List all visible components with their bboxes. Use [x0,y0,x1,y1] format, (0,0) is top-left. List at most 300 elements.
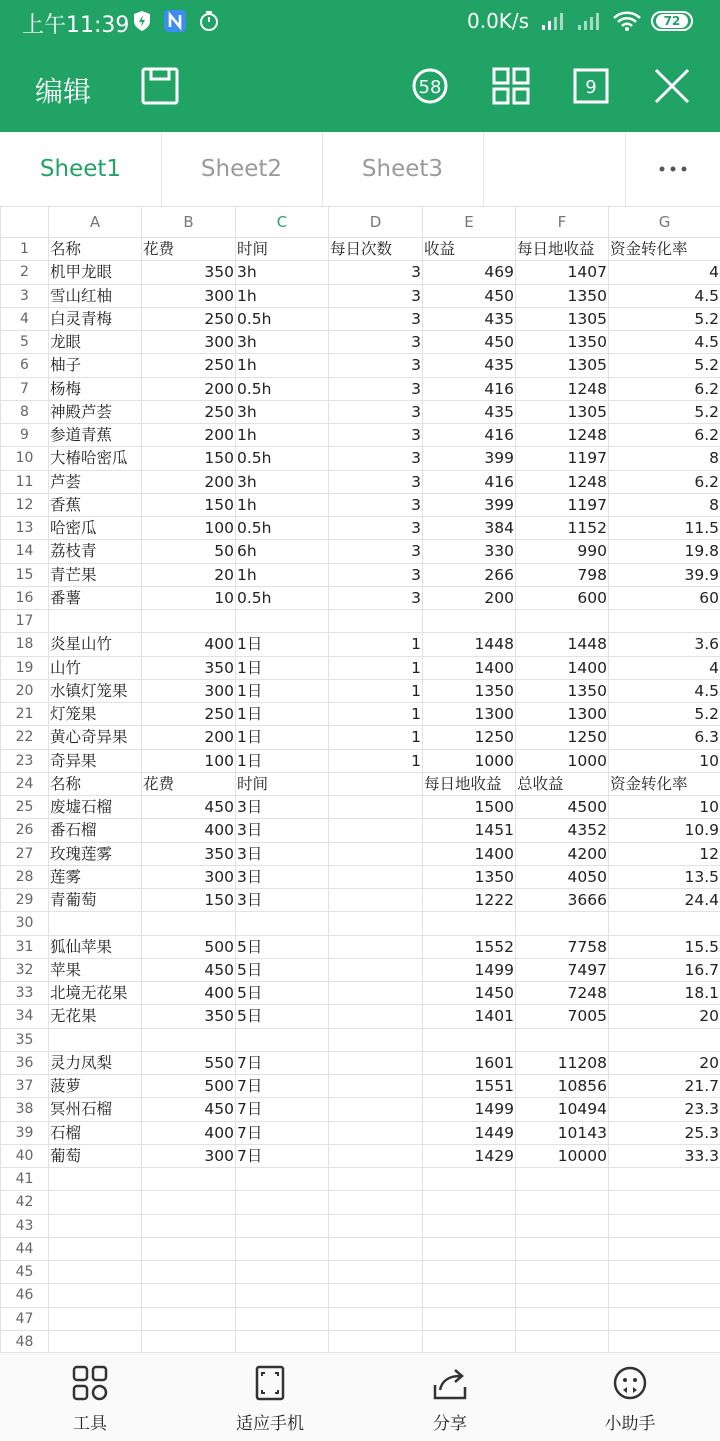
cell[interactable]: 3 [329,284,423,307]
cell[interactable]: 时间 [236,772,329,795]
row-header[interactable]: 24 [1,772,49,795]
row-header[interactable]: 26 [1,819,49,842]
cell[interactable]: 苹果 [49,958,142,981]
grid-icon[interactable] [491,66,531,106]
row-header[interactable]: 44 [1,1237,49,1260]
cell[interactable]: 冥州石榴 [49,1098,142,1121]
cell[interactable]: 灯笼果 [49,703,142,726]
cell[interactable]: 雪山红柚 [49,284,142,307]
cell[interactable]: 龙眼 [49,331,142,354]
cell[interactable]: 废墟石榴 [49,796,142,819]
cell[interactable]: 每日地收益 [423,772,516,795]
cell[interactable]: 416 [423,377,516,400]
cell[interactable]: 7日 [236,1098,329,1121]
cell[interactable]: 384 [423,517,516,540]
cell[interactable]: 3 [329,470,423,493]
cell[interactable] [142,1168,236,1191]
cell[interactable] [142,1307,236,1330]
cell[interactable]: 250 [142,354,236,377]
cell[interactable]: 3 [329,400,423,423]
cell[interactable]: 18.1 [609,982,720,1005]
share-button[interactable] [360,1353,540,1441]
cell[interactable]: 3h [236,400,329,423]
cell[interactable] [423,1168,516,1191]
cell[interactable] [516,1261,609,1284]
cell[interactable]: 1305 [516,354,609,377]
cell[interactable]: 3 [329,354,423,377]
cell[interactable]: 1000 [516,749,609,772]
cell[interactable]: 21.7 [609,1075,720,1098]
cell[interactable] [609,1028,720,1051]
cell[interactable] [329,1214,423,1237]
cell[interactable]: 39.9 [609,563,720,586]
cell[interactable]: 1197 [516,447,609,470]
cell[interactable]: 7005 [516,1005,609,1028]
row-header[interactable]: 25 [1,796,49,819]
cell[interactable]: 150 [142,447,236,470]
cell[interactable]: 100 [142,749,236,772]
cell[interactable]: 399 [423,447,516,470]
cell[interactable] [609,1284,720,1307]
row-header[interactable]: 18 [1,633,49,656]
cell[interactable]: 23.3 [609,1098,720,1121]
cell[interactable]: 1197 [516,493,609,516]
cell[interactable] [329,889,423,912]
cell[interactable]: 500 [142,1075,236,1098]
cell[interactable]: 0.5h [236,307,329,330]
cell[interactable] [142,1028,236,1051]
cell[interactable]: 收益 [423,238,516,261]
cell[interactable]: 番石榴 [49,819,142,842]
row-header[interactable]: 48 [1,1330,49,1352]
cell[interactable] [516,912,609,935]
row-header[interactable]: 36 [1,1051,49,1074]
cell[interactable]: 石榴 [49,1121,142,1144]
row-header[interactable]: 20 [1,679,49,702]
cell[interactable]: 1日 [236,749,329,772]
cell[interactable]: 550 [142,1051,236,1074]
cell[interactable]: 炎星山竹 [49,633,142,656]
cell[interactable]: 5.2 [609,400,720,423]
row-header[interactable]: 10 [1,447,49,470]
cell[interactable]: 7日 [236,1051,329,1074]
cell[interactable] [142,1284,236,1307]
cell[interactable] [329,1075,423,1098]
cell[interactable]: 450 [423,331,516,354]
cell[interactable] [49,1307,142,1330]
cell[interactable]: 1450 [423,982,516,1005]
cell[interactable]: 200 [142,726,236,749]
cell[interactable]: 1407 [516,261,609,284]
cell[interactable]: 25.3 [609,1121,720,1144]
cell[interactable]: 3 [329,307,423,330]
cell[interactable] [329,1307,423,1330]
cell[interactable] [329,1051,423,1074]
cell[interactable]: 1日 [236,656,329,679]
cell[interactable] [516,610,609,633]
cell[interactable]: 435 [423,400,516,423]
cell[interactable]: 60 [609,586,720,609]
cell[interactable]: 1350 [516,331,609,354]
cell[interactable]: 1日 [236,726,329,749]
cell[interactable]: 4200 [516,842,609,865]
cell[interactable]: 13.5 [609,865,720,888]
row-header[interactable]: 22 [1,726,49,749]
cell[interactable] [49,1168,142,1191]
cell[interactable]: 1499 [423,958,516,981]
cell[interactable]: 1400 [423,656,516,679]
cell[interactable]: 330 [423,540,516,563]
tools-button[interactable] [0,1353,180,1441]
cell[interactable] [142,1330,236,1352]
cell[interactable]: 5.2 [609,703,720,726]
cell[interactable] [49,1330,142,1352]
cell[interactable]: 416 [423,424,516,447]
cell[interactable]: 3日 [236,865,329,888]
corner-cell[interactable] [1,207,49,238]
cell[interactable]: 266 [423,563,516,586]
cell[interactable] [423,1237,516,1260]
cell[interactable]: 参道青蕉 [49,424,142,447]
cell[interactable] [423,912,516,935]
cell[interactable] [329,1330,423,1352]
cell[interactable]: 200 [423,586,516,609]
row-header[interactable]: 7 [1,377,49,400]
cell[interactable]: 5日 [236,935,329,958]
badge-58-icon[interactable] [410,66,450,106]
cell[interactable] [236,1191,329,1214]
cell[interactable]: 4500 [516,796,609,819]
cell[interactable] [423,1330,516,1352]
cell[interactable]: 1日 [236,679,329,702]
cell[interactable]: 5.2 [609,307,720,330]
column-header-e[interactable]: E [423,207,516,238]
cell[interactable]: 水镇灯笼果 [49,679,142,702]
row-header[interactable]: 3 [1,284,49,307]
row-header[interactable]: 21 [1,703,49,726]
cell[interactable] [609,610,720,633]
cell[interactable]: 黄心奇异果 [49,726,142,749]
column-header-b[interactable]: B [142,207,236,238]
more-tabs-button[interactable] [625,132,720,206]
cell[interactable]: 350 [142,656,236,679]
cell[interactable] [609,1307,720,1330]
row-header[interactable]: 34 [1,1005,49,1028]
cell[interactable] [49,1214,142,1237]
cell[interactable] [516,1214,609,1237]
row-header[interactable]: 39 [1,1121,49,1144]
column-header-a[interactable]: A [49,207,142,238]
cell[interactable]: 300 [142,331,236,354]
cell[interactable] [329,1144,423,1167]
cell[interactable]: 450 [142,958,236,981]
cell[interactable] [609,1237,720,1260]
cell[interactable] [516,1168,609,1191]
cell[interactable]: 250 [142,307,236,330]
cell[interactable]: 416 [423,470,516,493]
row-header[interactable]: 33 [1,982,49,1005]
cell[interactable]: 3日 [236,842,329,865]
cell[interactable]: 7248 [516,982,609,1005]
cell[interactable]: 1h [236,493,329,516]
cell[interactable]: 6.2 [609,470,720,493]
cell[interactable]: 6.3 [609,726,720,749]
cell[interactable]: 7日 [236,1144,329,1167]
row-header[interactable]: 15 [1,563,49,586]
cell[interactable] [236,1028,329,1051]
cell[interactable]: 3 [329,377,423,400]
cell[interactable]: 12 [609,842,720,865]
cell[interactable] [516,1028,609,1051]
cell[interactable]: 4050 [516,865,609,888]
cell[interactable]: 250 [142,400,236,423]
cell[interactable]: 1248 [516,424,609,447]
cell[interactable]: 番薯 [49,586,142,609]
cell[interactable]: 菠萝 [49,1075,142,1098]
cell[interactable] [236,610,329,633]
cell[interactable] [609,1168,720,1191]
cell[interactable]: 机甲龙眼 [49,261,142,284]
cell[interactable]: 7497 [516,958,609,981]
cell[interactable]: 1 [329,703,423,726]
cell[interactable] [329,912,423,935]
cell[interactable] [423,1284,516,1307]
cell[interactable]: 芦荟 [49,470,142,493]
row-header[interactable]: 9 [1,424,49,447]
cell[interactable]: 4.5 [609,331,720,354]
cell[interactable]: 350 [142,842,236,865]
cell[interactable]: 7日 [236,1075,329,1098]
cell[interactable]: 1448 [516,633,609,656]
cell[interactable] [329,958,423,981]
cell[interactable]: 16.7 [609,958,720,981]
cell[interactable]: 200 [142,377,236,400]
cell[interactable] [329,1191,423,1214]
cell[interactable]: 3日 [236,889,329,912]
column-header-g[interactable]: G [609,207,720,238]
cell[interactable]: 每日次数 [329,238,423,261]
row-header[interactable]: 5 [1,331,49,354]
cell[interactable]: 总收益 [516,772,609,795]
cell[interactable]: 11.5 [609,517,720,540]
cell[interactable]: 大椿哈密瓜 [49,447,142,470]
cell[interactable] [329,982,423,1005]
cell[interactable]: 1449 [423,1121,516,1144]
row-header[interactable]: 35 [1,1028,49,1051]
cell[interactable]: 1000 [423,749,516,772]
cell[interactable]: 1 [329,633,423,656]
cell[interactable]: 400 [142,982,236,1005]
cell[interactable]: 4 [609,261,720,284]
cell[interactable]: 1401 [423,1005,516,1028]
cell[interactable]: 1350 [516,679,609,702]
cell[interactable] [609,912,720,935]
row-header[interactable]: 11 [1,470,49,493]
cell[interactable]: 神殿芦荟 [49,400,142,423]
cell[interactable] [423,1214,516,1237]
cell[interactable]: 资金转化率 [609,772,720,795]
cell[interactable]: 435 [423,354,516,377]
cell[interactable]: 400 [142,633,236,656]
tab-sheet2[interactable]: Sheet2 [161,132,323,206]
cell[interactable]: 6h [236,540,329,563]
cell[interactable]: 5日 [236,982,329,1005]
cell[interactable]: 1305 [516,307,609,330]
cell[interactable] [236,1214,329,1237]
cell[interactable] [142,912,236,935]
cell[interactable] [329,610,423,633]
cell[interactable]: 10.9 [609,819,720,842]
cell[interactable] [423,1261,516,1284]
cell[interactable]: 5日 [236,958,329,981]
cell[interactable] [329,772,423,795]
cell[interactable]: 20 [609,1005,720,1028]
cell[interactable]: 花费 [142,772,236,795]
cell[interactable]: 798 [516,563,609,586]
cell[interactable]: 300 [142,1144,236,1167]
cell[interactable] [142,610,236,633]
cell[interactable]: 400 [142,1121,236,1144]
cell[interactable]: 柚子 [49,354,142,377]
cell[interactable] [609,1261,720,1284]
cell[interactable]: 400 [142,819,236,842]
cell[interactable]: 1日 [236,633,329,656]
cell[interactable]: 11208 [516,1051,609,1074]
cell[interactable]: 1300 [516,703,609,726]
cell[interactable]: 1248 [516,470,609,493]
cell[interactable] [49,610,142,633]
cell[interactable]: 北境无花果 [49,982,142,1005]
cell[interactable]: 7758 [516,935,609,958]
cell[interactable]: 6.2 [609,424,720,447]
cell[interactable]: 10 [142,586,236,609]
cell[interactable]: 1429 [423,1144,516,1167]
cell[interactable]: 1448 [423,633,516,656]
cell[interactable] [329,1005,423,1028]
cell[interactable] [516,1237,609,1260]
cell[interactable] [329,865,423,888]
cell[interactable]: 1250 [516,726,609,749]
cell[interactable]: 469 [423,261,516,284]
cell[interactable] [609,1191,720,1214]
cell[interactable] [49,1284,142,1307]
cell[interactable]: 3 [329,447,423,470]
cell[interactable] [329,1237,423,1260]
cell[interactable]: 350 [142,261,236,284]
fit-screen-button[interactable] [180,1353,360,1441]
cell[interactable]: 3日 [236,796,329,819]
spreadsheet-grid[interactable] [0,206,720,1352]
cell[interactable] [329,796,423,819]
cell[interactable] [423,610,516,633]
cell[interactable] [516,1191,609,1214]
cell[interactable] [329,1028,423,1051]
cell[interactable]: 100 [142,517,236,540]
row-header[interactable]: 41 [1,1168,49,1191]
cell[interactable]: 6.2 [609,377,720,400]
cell[interactable]: 1h [236,424,329,447]
cell[interactable]: 1500 [423,796,516,819]
row-header[interactable]: 40 [1,1144,49,1167]
cell[interactable]: 15.5 [609,935,720,958]
row-header[interactable]: 13 [1,517,49,540]
cell[interactable]: 1250 [423,726,516,749]
cell[interactable] [49,912,142,935]
cell[interactable]: 资金转化率 [609,238,720,261]
cell[interactable]: 花费 [142,238,236,261]
row-header[interactable]: 28 [1,865,49,888]
cell[interactable]: 10856 [516,1075,609,1098]
cell[interactable]: 10494 [516,1098,609,1121]
cell[interactable] [329,819,423,842]
cell[interactable]: 荔枝青 [49,540,142,563]
cell[interactable]: 青葡萄 [49,889,142,912]
column-header-c[interactable]: C [236,207,329,238]
cell[interactable]: 3 [329,586,423,609]
row-header[interactable]: 1 [1,238,49,261]
cell[interactable]: 1350 [516,284,609,307]
cell[interactable]: 3h [236,331,329,354]
cell[interactable]: 3h [236,261,329,284]
cell[interactable]: 名称 [49,238,142,261]
cell[interactable]: 1305 [516,400,609,423]
cell[interactable] [516,1330,609,1352]
cell[interactable]: 10 [609,749,720,772]
cell[interactable] [329,1284,423,1307]
cell[interactable]: 无花果 [49,1005,142,1028]
cell[interactable]: 1350 [423,679,516,702]
cell[interactable] [329,1168,423,1191]
cell[interactable]: 33.3 [609,1144,720,1167]
cell[interactable]: 3666 [516,889,609,912]
row-header[interactable]: 46 [1,1284,49,1307]
row-header[interactable]: 6 [1,354,49,377]
cell[interactable]: 1222 [423,889,516,912]
cell[interactable] [49,1261,142,1284]
cell[interactable] [142,1261,236,1284]
cell[interactable] [423,1307,516,1330]
cell[interactable]: 1552 [423,935,516,958]
cell[interactable]: 1 [329,679,423,702]
cell[interactable]: 3 [329,563,423,586]
cell[interactable]: 5日 [236,1005,329,1028]
cell[interactable] [329,1121,423,1144]
cell[interactable] [423,1191,516,1214]
row-header[interactable]: 19 [1,656,49,679]
tab-sheet3[interactable]: Sheet3 [322,132,484,206]
cell[interactable] [236,1261,329,1284]
save-icon[interactable] [140,66,180,106]
cell[interactable]: 0.5h [236,586,329,609]
page-count-icon[interactable] [571,66,611,106]
row-header[interactable]: 14 [1,540,49,563]
cell[interactable]: 200 [142,424,236,447]
cell[interactable]: 1300 [423,703,516,726]
cell[interactable] [236,1330,329,1352]
cell[interactable]: 狐仙苹果 [49,935,142,958]
row-header[interactable]: 12 [1,493,49,516]
cell[interactable]: 450 [423,284,516,307]
cell[interactable]: 50 [142,540,236,563]
cell[interactable]: 白灵青梅 [49,307,142,330]
cell[interactable]: 奇异果 [49,749,142,772]
row-header[interactable]: 8 [1,400,49,423]
cell[interactable]: 玫瑰莲雾 [49,842,142,865]
cell[interactable] [49,1237,142,1260]
assistant-button[interactable] [540,1353,720,1441]
cell[interactable]: 3h [236,470,329,493]
cell[interactable]: 10000 [516,1144,609,1167]
